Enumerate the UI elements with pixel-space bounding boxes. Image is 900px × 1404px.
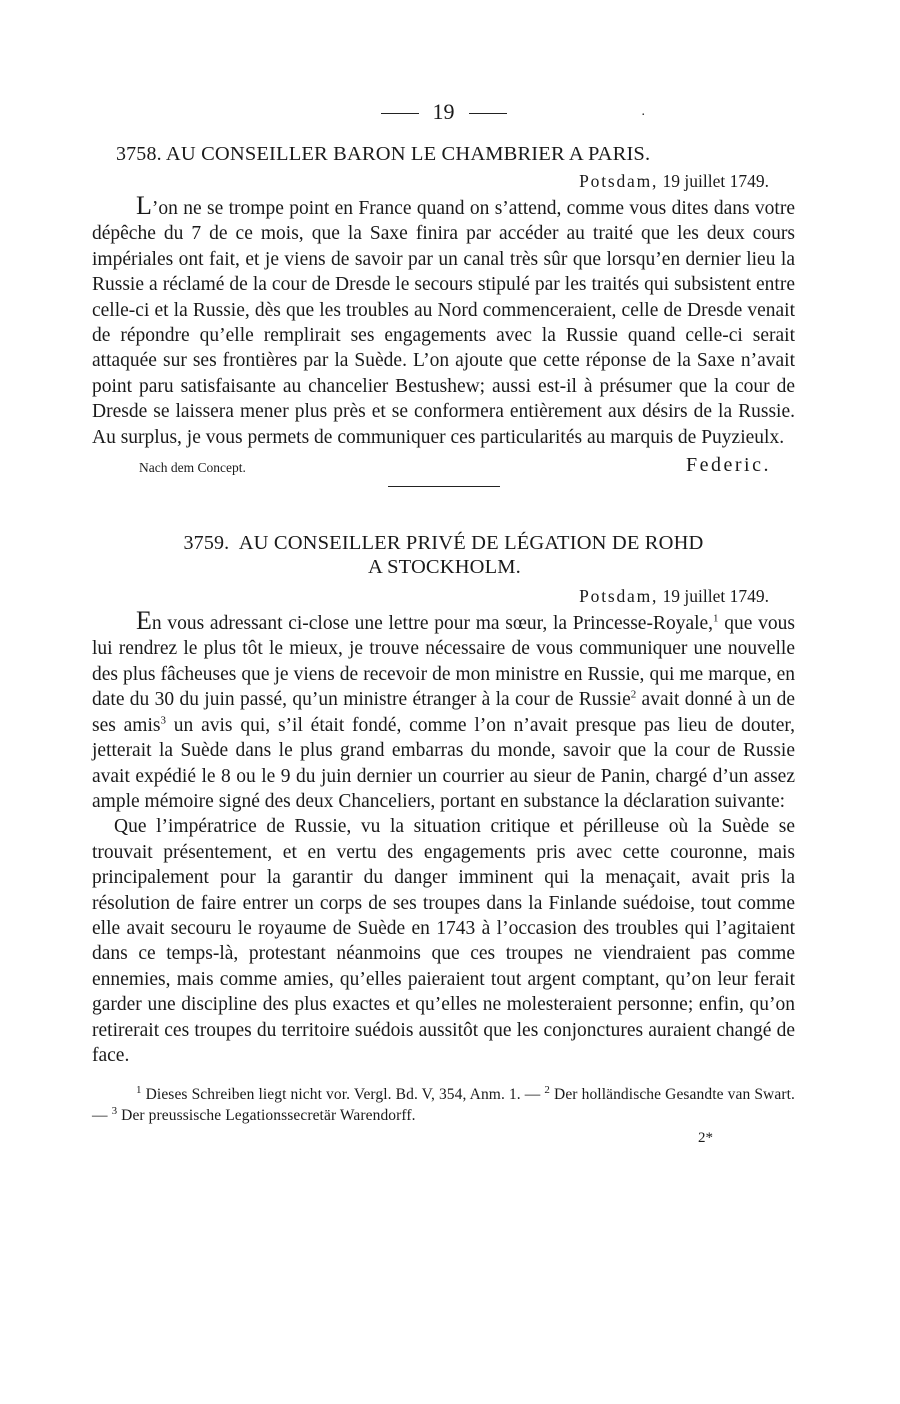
letter-title: AU CONSEILLER PRIVÉ DE LÉGATION DE ROHD [238,532,704,555]
place: Potsdam, [579,171,659,191]
letter-3758-heading [92,142,795,166]
footnote-ref-3: 3 [160,714,166,727]
place: Potsdam, [579,586,659,607]
para-text: un avis qui, s’il était fondé, comme l’on n’avait presque pas lieu de douter, jetterait la Suède dans le plus grand embarras du monde, savoir que la cour de Russie avait expédié le 8 ou le 9 du juin dernier un courrier au sieur de Panin, chargé d’un assez ample mémoire signé des deux Chanceliers, portant en substance la déclaration suivante: [92,714,795,812]
date: 19 juillet 1749. [662,586,769,607]
letter-number: 3758. [116,143,162,165]
footnote-text: Dieses Schreiben liegt nicht vor. Vergl. Bd. V, 354, Anm. 1. — [141,1086,545,1104]
para-text: avait donné à un de ses amis [92,689,795,736]
letter-3758-dateline [92,170,795,192]
letter-3758-closing [92,454,795,486]
book-page [92,98,795,1147]
page-number: 19 [432,99,455,124]
footnote-text: Der preussische Legationssecretär Warendorff. [117,1107,416,1125]
section-divider [388,486,500,487]
date: 19 juillet 1749. [662,171,769,191]
footnote-number: 2 [544,1084,551,1097]
letter-title-line2: A STOCKHOLM. [368,556,521,579]
header-dash-right [469,113,507,114]
letter-number: 3759. [183,532,230,555]
header-dash-left [381,113,419,114]
footnote-text: Der holländische Gesandte van Swart. — [92,1086,795,1125]
initial-letter: L [136,191,152,220]
footnote-ref-2: 2 [630,688,637,701]
initial-letter: E [136,606,152,636]
letter-3759-heading [92,531,795,579]
page-number-header [92,98,795,126]
letter-3758-body [92,191,795,450]
header-dot: . [641,104,645,119]
source-note: Nach dem Concept. [139,460,246,476]
letter-body-text: ’on ne se trompe point en France quand on s’attend, comme vous dites dans votre dépêche du 7 de ce mois, que la Saxe finira par accéder au traité que les deux cours impériales ont fait, et je viens de savoir par un canal très sûr que lorsqu’en dernier lieu la Russie a réclamé de la cour de Dresde le secours stipulé par les traités qui subsistent entre celle-ci et la Russie, dès que les troubles au Nord commenceraient, celle de Dresde venait de répondre qu’elle remplirait ses engagements avec la Russie quand celle-ci serait attaquée sur ses frontières par la Suède. L’on ajoute que cette réponse de la Saxe n’avait point paru satisfaisante au chancelier Bestushew; aussi est-il à présumer que la cour de Dresde se laissera mener plus près et se conformera entièrement aux désirs de la Russie. Au surplus, je vous permets de communiquer ces particularités au marquis de Puyzieulx. [92,198,795,448]
para-text: que vous lui rendrez le plus tôt le mieux, je trouve nécessaire de vous communiquer une nouvelle des plus fâcheuses que je viens de recevoir de mon ministre en Russie, qui me marque, en date du 30 du juin passé, qu’un ministre étranger à la cour de Russie [92,613,795,711]
footnote-number: 3 [111,1105,118,1118]
footnote-number: 1 [136,1084,142,1097]
letter-title: AU CONSEILLER BARON LE CHAMBRIER A PARIS. [165,143,651,165]
letter-title-line1 [92,531,795,555]
signature: Federic. [686,454,771,477]
footnote-ref-1: 1 [713,612,719,625]
footnotes [92,1084,795,1126]
letter-3759-para2: Que l’impératrice de Russie, vu la situation critique et périlleuse où la Suède se trouvait présentement, et en vertu des engagements pris avec cette couronne, mais principalement pour la garantir du danger imminent qui la menaçait, avait pris la résolution de faire entrer un corps de ses troupes dans la Finlande suédoise, tout comme elle avait secouru le royaume de Suède en 1743 à l’occasion des troubles qui l’agitaient dans ce temps-là, protestant néanmoins que ces troupes ne viendraient pas comme ennemies, mais comme amies, qu’elles paieraient tout argent comptant, qu’on leur ferait garder une discipline des plus exactes et qu’elles ne molesteraient personne; enfin, qu’on retirerait ces troupes du territoire suédois aussitôt que les conjonctures auraient changé de face. [92,816,795,1066]
letter-3759-dateline [92,585,795,607]
letter-3759-para1 [92,606,795,814]
signature-mark: 2* [698,1130,713,1147]
para-text: n vous adressant ci-close une lettre pour ma sœur, la Princesse-Royale, [151,613,714,635]
